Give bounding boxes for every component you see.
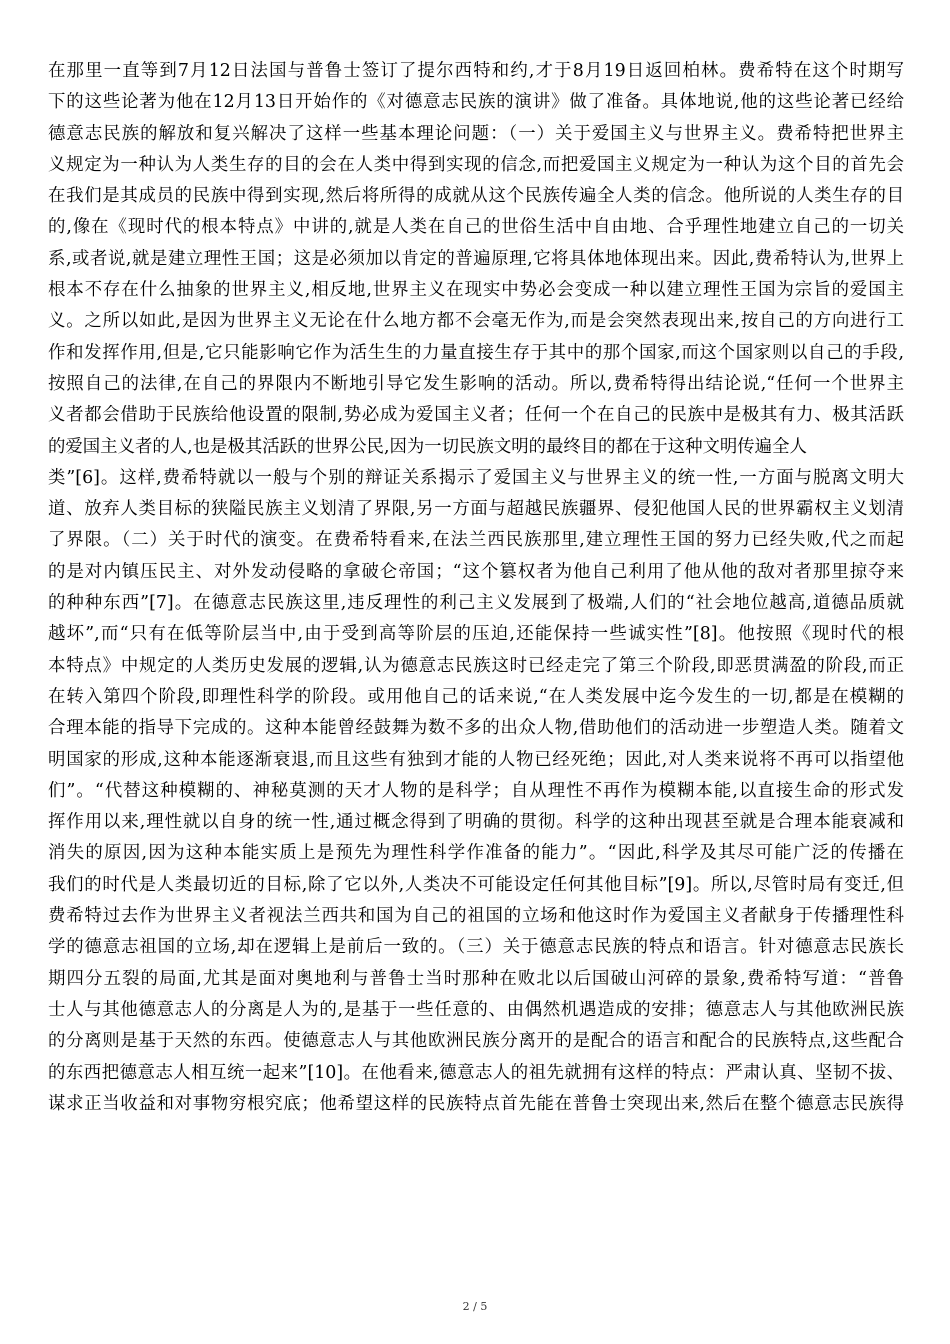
text-line: 在那里一直等到7月12日法国与普鲁士签订了提尔西特和约,才于8月19日返回柏林。费希特在这个时期写 [48,61,904,81]
text-line: 们”。“代替这种模糊的、神秘莫测的天才人物的是科学；自从理性不再作为模糊本能,以直接生命的形式发 [48,780,904,801]
text-line: 德意志民族的解放和复兴解决了这样一些基本理论问题：（一）关于爱国主义与世界主义。费希特把世界主 [48,123,904,144]
text-line: 在我们是其成员的民族中得到实现,然后将所得的成就从这个民族传遍全人类的信念。他所说的人类生存的目 [48,186,904,207]
text-line: 按照自己的法律,在自己的界限内不断地引导它发生影响的活动。所以,费希特得出结论说,“任何一个世界主 [48,373,904,394]
text-line: 系,或者说,就是建立理性王国；这是必须加以肯定的普遍原理,它将具体地体现出来。因此,费希特认为,世界上 [48,248,904,269]
text-line: 的东西把德意志人相互统一起来”[10]。在他看来,德意志人的祖先就拥有这样的特点：严肃认真、坚韧不拔、 [48,1062,904,1083]
text-line: 消失的原因,因为这种本能实质上是预先为理性科学作准备的能力”。“因此,科学及其尽可能广泛的传播在 [48,843,904,864]
text-line: 我们的时代是人类最切近的目标,除了它以外,人类决不可能设定任何其他目标”[9]。所以,尽管时局有变迁,但 [48,874,904,895]
text-line: 义。之所以如此,是因为世界主义无论在什么地方都不会毫无作为,而是会突然表现出来,按自己的方向进行工 [48,311,904,332]
text-line: 学的德意志祖国的立场,却在逻辑上是前后一致的。（三）关于德意志民族的特点和语言。针对德意志民族长 [48,937,904,958]
text-line: 期四分五裂的局面,尤其是面对奥地利与普鲁士当时那种在败北以后国破山河碎的景象,费希特写道：“普鲁 [48,968,904,989]
text-line: 的是对内镇压民主、对外发动侵略的拿破仑帝国；“这个篡权者为他自己利用了他从他的敌对者那里掠夺来 [48,561,904,582]
text-line: 的,像在《现时代的根本特点》中讲的,就是人类在自己的世俗生活中自由地、合乎理性地建立自己的一切关 [48,217,904,238]
text-line: 挥作用以来,理性就以自身的统一性,通过概念得到了明确的贯彻。科学的这种出现甚至就是合理本能衰减和 [48,812,904,833]
text-line: 作和发挥作用,但是,它只能影响它作为活生生的力量直接生存于其中的那个国家,而这个国家则以自己的手段, [48,342,904,363]
text-line: 费希特过去作为世界主义者视法兰西共和国为自己的祖国的立场和他这时作为爱国主义者献身于传播理性科 [48,906,904,927]
text-line: 的分离则是基于天然的东西。使德意志人与其他欧洲民族分离开的是配合的语言和配合的民族特点,这些配合 [48,1031,904,1052]
text-line: 在转入第四个阶段,即理性科学的阶段。或用他自己的话来说,“在人类发展中迄今发生的一切,都是在模糊的 [48,686,904,707]
text-line: 义者都会借助于民族给他设置的限制,势必成为爱国主义者；任何一个在自己的民族中是极其有力、极其活跃 [48,405,904,426]
text-line: 道、放弃人类目标的狭隘民族主义划清了界限,另一方面与超越民族疆界、侵犯他国人民的世界霸权主义划清 [48,499,904,520]
text-line: 义规定为一种认为人类生存的目的会在人类中得到实现的信念,而把爱国主义规定为一种认为这个目的首先会 [48,154,904,175]
text-line: 根本不存在什么抽象的世界主义,相反地,世界主义在现实中势必会变成一种以建立理性王国为宗旨的爱国主 [48,280,904,301]
text-line: 越坏”,而“只有在低等阶层当中,由于受到高等阶层的压迫,还能保持一些诚实性”[8]。他按照《现时代的根 [48,624,904,645]
text-line: 谋求正当收益和对事物穷根究底；他希望这样的民族特点首先能在普鲁士突现出来,然后在整个德意志民族得 [48,1093,904,1114]
text-line: 的种种东西”[7]。在德意志民族这里,违反理性的利己主义发展到了极端,人们的“社会地位越高,道德品质就 [48,593,904,614]
text-line: 明国家的形成,这种本能逐渐衰退,而且这些有独到才能的人物已经死绝；因此,对人类来说将不再可以指望他 [48,749,904,770]
page-number: 2 / 5 [462,1300,488,1313]
text-line: 了界限。（二）关于时代的演变。在费希特看来,在法兰西民族那里,建立理性王国的努力已经失败,代之而起 [48,530,904,551]
text-line: 下的这些论著为他在12月13日开始作的《对德意志民族的演讲》做了准备。具体地说,他的这些论著已经给 [48,92,904,113]
text-line: 合理本能的指导下完成的。这种本能曾经鼓舞为数不多的出众人物,借助他们的活动进一步塑造人类。随着文 [48,718,904,739]
text-line: 的爱国主义者的人,也是极其活跃的世界公民,因为一切民族文明的最终目的都在于这种文明传遍全人 [48,436,807,457]
text-line: 类”[6]。这样,费希特就以一般与个别的辩证关系揭示了爱国主义与世界主义的统一性,一方面与脱离文明大 [48,467,904,488]
text-line: 本特点》中规定的人类历史发展的逻辑,认为德意志民族这时已经走完了第三个阶段,即恶贯满盈的阶段,而正 [48,655,904,676]
body-text [48,56,904,1120]
text-line: 士人与其他德意志人的分离是人为的,是基于一些任意的、由偶然机遇造成的安排；德意志人与其他欧洲民族 [48,999,904,1020]
